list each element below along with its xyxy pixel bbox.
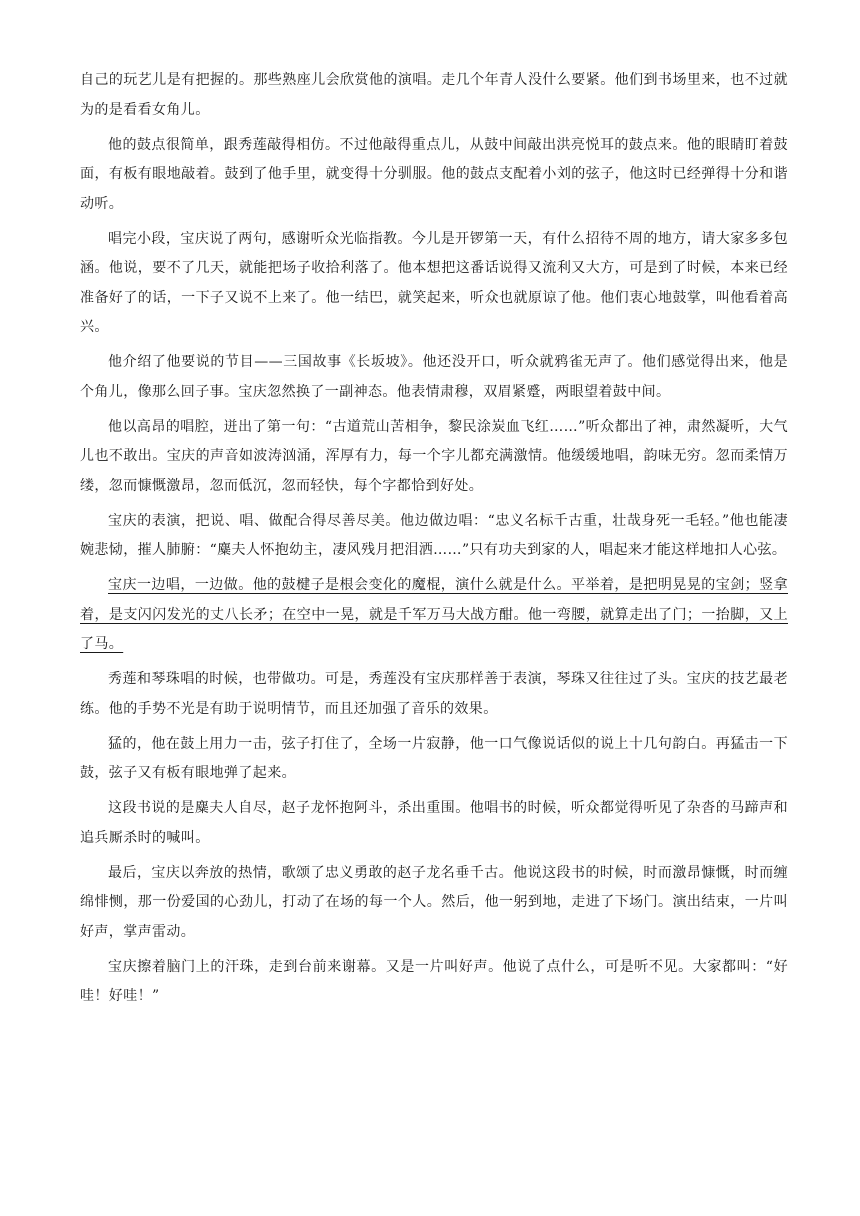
paragraph: 宝庆擦着脑门上的汗珠，走到台前来谢幕。又是一片叫好声。他说了点什么，可是听不见。大家都叫：“好哇！好哇！” <box>80 958 788 1004</box>
paragraph: 自己的玩艺儿是有把握的。那些熟座儿会欣赏他的演唱。走几个年青人没什么要紧。他们到书场里来，也不过就为的是看看女角儿。 <box>80 72 788 118</box>
paragraph: 他以高昂的唱腔，迸出了第一句：“古道荒山苦相争，黎民涂炭血飞红……”听众都出了神，肃然凝听，大气儿也不敢出。宝庆的声音如波涛汹涌，浑厚有力，每一个字儿都充满激情。他缓缓地唱，韵味无穷。忽而柔情万缕，忽而慷慨激昂，忽而低沉，忽而轻快，每个字都恰到好处。 <box>80 418 788 494</box>
paragraph: 猛的，他在鼓上用力一击，弦子打住了，全场一片寂静，他一口气像说话似的说上十几句韵白。再猛击一下鼓，弦子又有板有眼地弹了起来。 <box>80 735 788 781</box>
paragraph: 最后，宝庆以奔放的热情，歌颂了忠义勇敢的赵子龙名垂千古。他说这段书的时候，时而激昂慷慨，时而缠绵悱恻，那一份爱国的心劲儿，打动了在场的每一个人。然后，他一躬到地，走进了下场门。演出结束，一片叫好声，掌声雷动。 <box>80 864 788 940</box>
paragraph: 他介绍了他要说的节目——三国故事《长坂坡》。他还没开口，听众就鸦雀无声了。他们感觉得出来，他是个角儿，像那么回子事。宝庆忽然换了一副神态。他表情肃穆，双眉紧蹙，两眼望着鼓中间。 <box>80 354 788 400</box>
paragraph: 秀莲和琴珠唱的时候，也带做功。可是，秀莲没有宝庆那样善于表演，琴珠又往往过了头。宝庆的技艺最老练。他的手势不光是有助于说明情节，而且还加强了音乐的效果。 <box>80 671 788 717</box>
paragraph: 这段书说的是麋夫人自尽，赵子龙怀抱阿斗，杀出重围。他唱书的时候，听众都觉得听见了杂沓的马蹄声和追兵厮杀时的喊叫。 <box>80 800 788 846</box>
paragraph: 宝庆的表演，把说、唱、做配合得尽善尽美。他边做边唱：“忠义名标千古重，壮哉身死一毛轻。”他也能凄婉悲恸，摧人肺腑：“麋夫人怀抱幼主，凄风残月把泪洒……”只有功夫到家的人，唱起来才能这样地扣人心弦。 <box>80 512 788 558</box>
paragraph: 他的鼓点很简单，跟秀莲敲得相仿。不过他敲得重点儿，从鼓中间敲出洪亮悦耳的鼓点来。他的眼睛盯着鼓面，有板有眼地敲着。鼓到了他手里，就变得十分驯服。他的鼓点支配着小刘的弦子，他这时已经弹得十分和谐动听。 <box>80 136 788 212</box>
paragraph: 唱完小段，宝庆说了两句，感谢听众光临指教。今儿是开锣第一天，有什么招待不周的地方，请大家多多包涵。他说，要不了几天，就能把场子收拾利落了。他本想把这番话说得又流利又大方，可是到了时候，本来已经准备好了的话，一下子又说不上来了。他一结巴，就笑起来，听众也就原谅了他。他们衷心地鼓掌，叫他看着高兴。 <box>80 230 788 335</box>
underlined-paragraph: 宝庆一边唱，一边做。他的鼓楗子是根会变化的魔棍，演什么就是什么。平举着，是把明晃晃的宝剑；竖拿着，是支闪闪发光的丈八长矛；在空中一晃，就是千军万马大战方酣。他一弯腰，就算走出了门；一抬脚，又上了马。 <box>80 577 788 652</box>
document-page <box>80 66 788 1017</box>
